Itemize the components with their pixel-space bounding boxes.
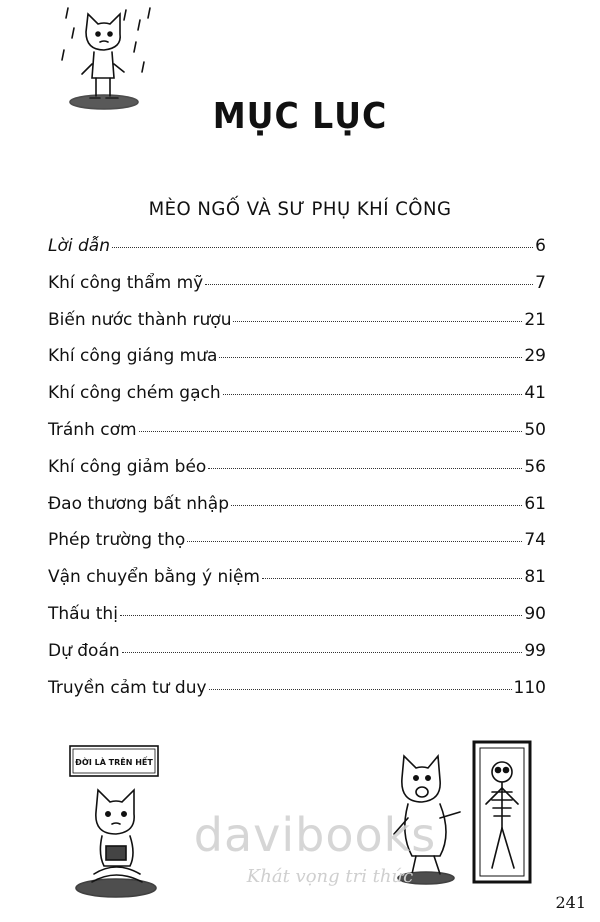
sign-text: ĐỜI LÀ TRÊN HẾT: [75, 758, 153, 767]
toc-entry: [48, 457, 546, 494]
toc-entry: [48, 641, 546, 678]
toc-entry-title: Khí công thẩm mỹ: [48, 272, 204, 293]
watermark-tagline: Khát vọng tri thức: [246, 866, 414, 887]
table-of-contents: [48, 236, 546, 714]
dot-leader: [231, 505, 522, 506]
toc-entry-title: Tránh cơm: [48, 419, 137, 440]
toc-entry-title: Lời dẫn: [48, 236, 110, 256]
toc-entry-page: 81: [524, 567, 546, 588]
dot-leader: [219, 357, 522, 358]
watermark-brand: davibooks: [193, 808, 437, 862]
toc-entry-page: 21: [524, 309, 546, 330]
toc-entry-page: 56: [524, 456, 546, 477]
toc-entry-title: Thấu thị: [48, 603, 118, 624]
toc-entry-page: 29: [524, 346, 546, 367]
toc-entry-page: 7: [535, 272, 546, 293]
toc-entry: [48, 678, 546, 715]
toc-entry-page: 74: [524, 530, 546, 551]
toc-entry-title: Khí công giáng mưa: [48, 346, 218, 367]
toc-entry: [48, 310, 546, 347]
dot-leader: [208, 468, 522, 469]
toc-entry-title: Khí công chém gạch: [48, 383, 221, 404]
toc-entry-title: Phép trường thọ: [48, 530, 186, 551]
toc-entry-title: Truyền cảm tư duy: [48, 677, 207, 698]
dot-leader: [209, 689, 512, 690]
toc-entry-page: 90: [524, 603, 546, 624]
toc-entry: [48, 604, 546, 641]
toc-entry-title: Khí công giảm béo: [48, 456, 207, 477]
toc-entry-title: Dự đoán: [48, 640, 120, 661]
toc-entry-title: Biến nước thành rượu: [48, 309, 232, 330]
toc-entry: [48, 567, 546, 604]
dot-leader: [233, 321, 522, 322]
toc-entry: [48, 530, 546, 567]
dot-leader: [205, 284, 533, 285]
toc-entry-title: Đao thương bất nhập: [48, 493, 230, 514]
dot-leader: [187, 541, 522, 542]
dot-leader: [112, 247, 533, 248]
toc-entry-page: 99: [524, 640, 546, 661]
dot-leader: [122, 652, 523, 653]
page-title: MỤC LỤC: [212, 96, 388, 137]
toc-entry: [48, 273, 546, 310]
toc-entry: [48, 236, 546, 273]
toc-entry-page: 110: [513, 677, 546, 698]
dot-leader: [262, 578, 522, 579]
dot-leader: [139, 431, 523, 432]
dot-leader: [223, 394, 523, 395]
toc-entry-page: 41: [524, 383, 546, 404]
page-number: 241: [555, 893, 586, 912]
toc-entry-page: 50: [524, 419, 546, 440]
toc-entry-page: 6: [535, 236, 546, 256]
toc-entry: [48, 420, 546, 457]
dot-leader: [120, 615, 522, 616]
toc-entry-page: 61: [524, 493, 546, 514]
toc-entry: [48, 346, 546, 383]
section-title: MÈO NGỐ VÀ SƯ PHỤ KHÍ CÔNG: [148, 198, 452, 220]
toc-entry: [48, 494, 546, 531]
toc-entry: [48, 383, 546, 420]
toc-entry-title: Vận chuyển bằng ý niệm: [48, 567, 260, 588]
